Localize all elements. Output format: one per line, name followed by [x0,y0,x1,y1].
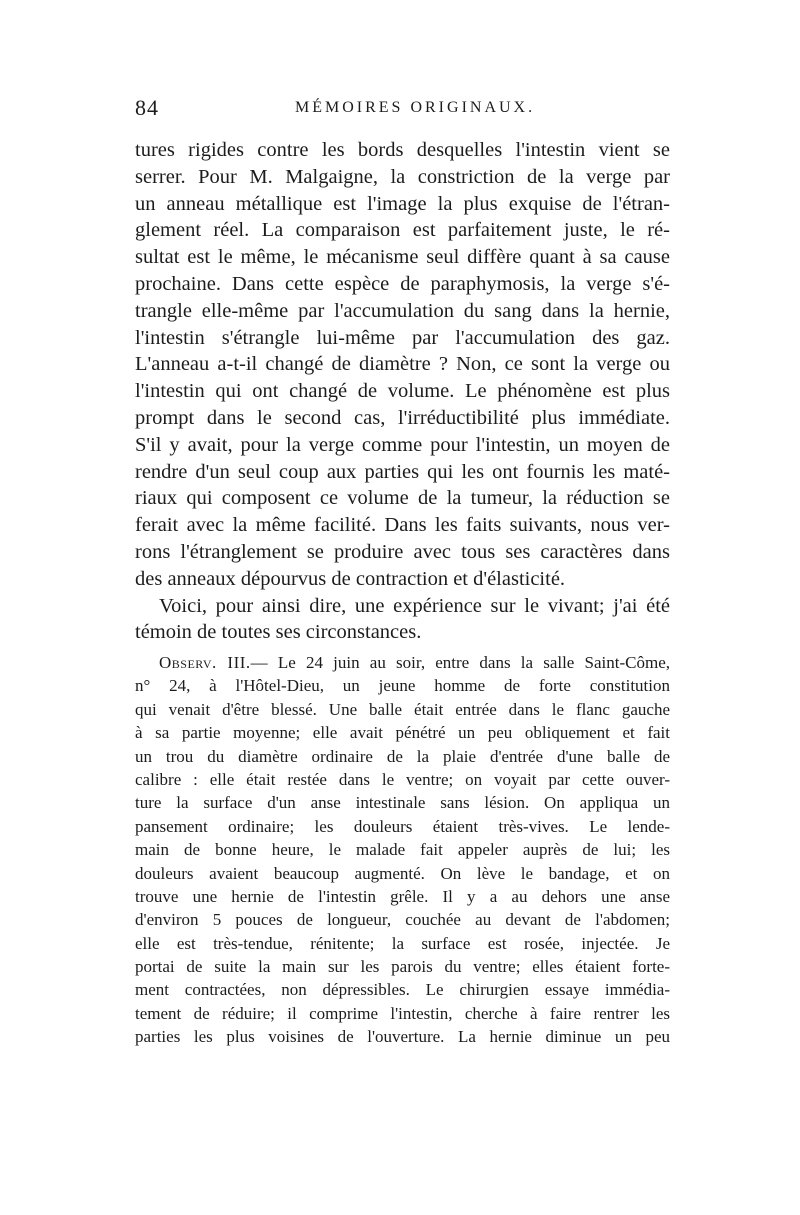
text-line: sultat est le même, le mécanisme seul diffère quant à sa cause [135,246,670,269]
text-line: glement réel. La comparaison est parfaitement juste, le ré- [135,219,670,242]
text-line: rons l'étranglement se produire avec tous ses caractères dans [135,540,670,563]
observation-line: elle est très-tendue, rénitente; la surface est rosée, injectée. Je [135,933,670,953]
observation-first-line [135,651,670,674]
observation-section [135,651,670,1049]
observation-line: calibre : elle était restée dans le ventre; on voyait par cette ouver- [135,769,670,789]
observation-line: douleurs avaient beaucoup augmenté. On lève le bandage, et on [135,863,670,883]
observation-line: un trou du diamètre ordinaire de la plaie d'entrée d'une balle de [135,746,670,766]
observation-line: ture la surface d'un anse intestinale sans lésion. On appliqua un [135,793,670,813]
running-title: MÉMOIRES ORIGINAUX. [295,99,536,116]
observation-label: Observ. III. [159,653,251,672]
text-line: trangle elle-même par l'accumulation du sang dans la hernie, [135,299,670,322]
main-text [135,137,670,646]
observation-line: à sa partie moyenne; elle avait pénétré un peu obliquement et fait [135,723,670,743]
text-line: l'intestin qui ont changé de volume. Le phénomène est plus [135,380,670,403]
text-line: un anneau métallique est l'image la plus exquise de l'étran- [135,192,670,215]
observation-line: ment contractées, non dépressibles. Le chirurgien essaye immédia- [135,980,670,1000]
text-line: témoin de toutes ses circonstances. [135,621,422,644]
text-line: S'il y avait, pour la verge comme pour l'intestin, un moyen de [135,433,670,456]
text-line: prompt dans le second cas, l'irréductibilité plus immédiate. [135,406,670,429]
observation-line: tement de réduire; il comprime l'intestin, cherche à faire rentrer les [135,1003,670,1023]
text-line: l'intestin s'étrangle lui-même par l'accumulation des gaz. [135,326,670,349]
observation-line: parties les plus voisines de l'ouverture. La hernie diminue un peu [135,1027,670,1047]
observation-line: trouve une hernie de l'intestin grêle. Il y a au dehors une anse [135,886,670,906]
observation-line: main de bonne heure, le malade fait appeler auprès de lui; les [135,840,670,860]
text-line: tures rigides contre les bords desquelles l'intestin vient se [135,139,670,161]
observation-line: d'environ 5 pouces de longueur, couchée au devant de l'abdomen; [135,910,670,930]
observation-line: portai de suite la main sur les parois du ventre; elles étaient forte- [135,957,670,977]
observation-first-line-text: — Le 24 juin au soir, entre dans la salle Saint-Côme, [250,653,671,672]
text-line: Voici, pour ainsi dire, une expérience sur le vivant; j'ai été [159,594,670,617]
text-line: rendre d'un seul coup aux parties qui les ont fournis les maté- [135,460,670,483]
observation-line: qui venait d'être blessé. Une balle était entrée dans le flanc gauche [135,699,670,719]
text-line: L'anneau a-t-il changé de diamètre ? Non, ce sont la verge ou [135,353,670,376]
observation-line: pansement ordinaire; les douleurs étaient très-vives. Le lende- [135,816,670,836]
text-line: prochaine. Dans cette espèce de paraphymosis, la verge s'é- [135,272,670,295]
page-number: 84 [135,95,159,120]
observation-line: n° 24, à l'Hôtel-Dieu, un jeune homme de forte constitution [135,676,670,696]
text-line: riaux qui composent ce volume de la tumeur, la réduction se [135,487,670,510]
text-line: ferait avec la même facilité. Dans les faits suivants, nous ver- [135,514,670,537]
text-line: des anneaux dépourvus de contraction et d'élasticité. [135,567,566,590]
running-head [135,95,670,125]
text-line: serrer. Pour M. Malgaigne, la constriction de la verge par [135,165,670,188]
